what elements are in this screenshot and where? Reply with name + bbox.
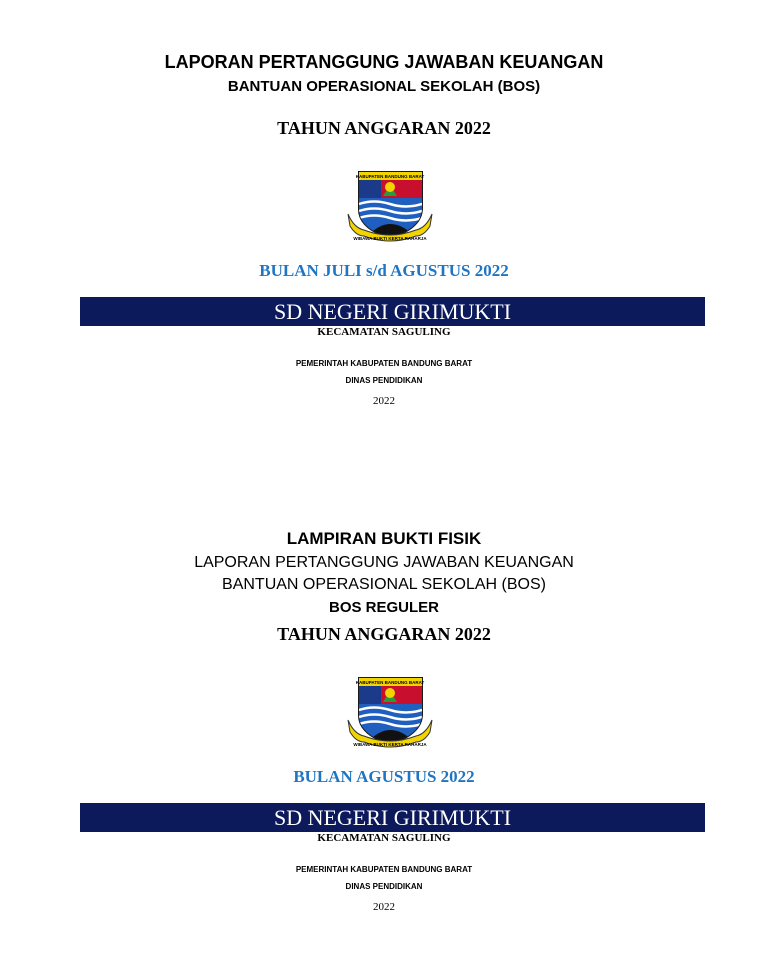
budget-year-line: TAHUN ANGGARAN 2022 (277, 118, 491, 138)
appendix-title: LAPORAN PERTANGGUNG JAWABAN KEUANGAN (194, 554, 574, 571)
district-name: KECAMATAN SAGULING (317, 326, 451, 338)
department-name-2: DINAS PENDIDIKAN (345, 882, 423, 891)
school-name: SD NEGERI GIRIMUKTI (273, 299, 512, 324)
regency-emblem-2 (344, 664, 436, 754)
school-name-band (80, 297, 705, 326)
school-name-band-2 (80, 803, 705, 832)
regency-emblem (344, 158, 436, 248)
school-name-2: SD NEGERI GIRIMUKTI (273, 805, 512, 830)
department-name: DINAS PENDIDIKAN (345, 376, 423, 385)
emblem-top-text-2: KABUPATEN BANDUNG BARAT (355, 680, 425, 685)
emblem-motto-2: WIBAWA BUKTI KERTA RAHARJA (353, 742, 427, 747)
document-year: 2022 (373, 395, 395, 407)
emblem-motto: WIBAWA BUKTI KERTA RAHARJA (353, 236, 427, 241)
government-name-2: PEMERINTAH KABUPATEN BANDUNG BARAT (295, 865, 473, 874)
government-name: PEMERINTAH KABUPATEN BANDUNG BARAT (295, 359, 473, 368)
report-period: BULAN JULI s/d AGUSTUS 2022 (259, 261, 509, 280)
appendix-subtitle: BANTUAN OPERASIONAL SEKOLAH (BOS) (222, 576, 546, 593)
district-name-2: KECAMATAN SAGULING (317, 832, 451, 844)
program-name: BOS REGULER (328, 599, 439, 616)
report-title: LAPORAN PERTANGGUNG JAWABAN KEUANGAN (164, 52, 604, 72)
budget-year-line-2: TAHUN ANGGARAN 2022 (277, 624, 491, 644)
appendix-heading: LAMPIRAN BUKTI FISIK (286, 529, 482, 548)
report-subtitle: BANTUAN OPERASIONAL SEKOLAH (BOS) (227, 78, 541, 95)
emblem-top-text: KABUPATEN BANDUNG BARAT (355, 174, 425, 179)
document-year-2: 2022 (373, 901, 395, 913)
report-period-2: BULAN AGUSTUS 2022 (293, 767, 475, 786)
